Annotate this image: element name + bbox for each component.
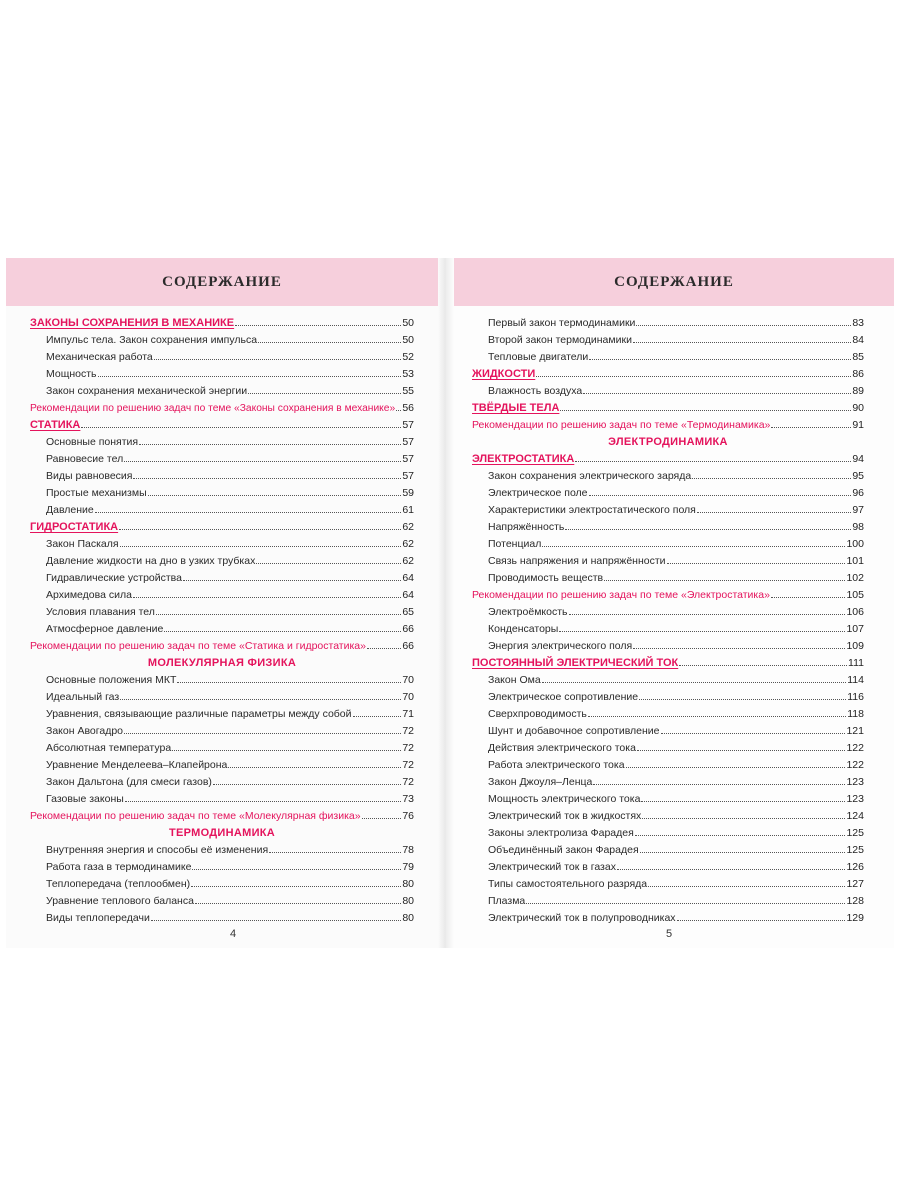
toc-entry-title: Законы электролиза Фарадея [488, 827, 634, 839]
toc-entry [472, 754, 864, 771]
toc-page-number: 122 [846, 742, 864, 754]
toc-entry-title: Мощность [46, 368, 97, 380]
toc-page-number: 89 [852, 385, 864, 397]
toc-page-number: 97 [852, 504, 864, 516]
toc-page-number: 57 [402, 436, 414, 448]
toc-entry [472, 788, 864, 805]
toc-page-number: 122 [846, 759, 864, 771]
toc-entry [30, 499, 414, 516]
dot-leader [124, 733, 401, 734]
dot-leader [154, 359, 402, 360]
toc-entry-title: Рекомендации по решению задач по теме «Молекулярная физика» [30, 810, 361, 822]
toc-entry-title: Давление жидкости на дно в узких трубках [46, 555, 256, 567]
toc-page-number: 86 [852, 368, 864, 380]
dot-leader [640, 852, 846, 853]
toc-entry-title: Абсолютная температура [46, 742, 172, 754]
toc-page-number: 57 [402, 470, 414, 482]
toc-entry-title: Закон Дальтона (для смеси газов) [46, 776, 212, 788]
dot-leader [183, 580, 401, 581]
dot-leader [565, 529, 851, 530]
toc-entry-title: Электрическое сопротивление [488, 691, 639, 703]
right-page [454, 258, 894, 948]
toc-entry [472, 346, 864, 363]
toc-section-entry [472, 363, 864, 380]
dot-leader [213, 784, 401, 785]
toc-entry [472, 499, 864, 516]
toc-page-number: 66 [402, 623, 414, 635]
dot-leader [642, 818, 845, 819]
toc-entry-title: Действия электрического тока [488, 742, 636, 754]
dot-leader [133, 478, 401, 479]
toc-entry [472, 890, 864, 907]
toc-page-number: 59 [402, 487, 414, 499]
toc-entry-title: Основные положения МКТ [46, 674, 177, 686]
toc-page-number: 61 [402, 504, 414, 516]
dot-leader [648, 886, 845, 887]
dot-leader [667, 563, 846, 564]
toc-entry-title: Гидравлические устройства [46, 572, 182, 584]
toc-entry-title: Тепловые двигатели [488, 351, 589, 363]
toc-entry-title: Уравнения, связывающие различные параметры между собой [46, 708, 352, 720]
toc-page-number: 73 [402, 793, 414, 805]
toc-entry-title: Работа газа в термодинамике [46, 861, 192, 873]
left-page-header [6, 258, 438, 306]
dot-leader [542, 682, 847, 683]
toc-page-number: 62 [402, 555, 414, 567]
dot-leader [192, 869, 401, 870]
toc-entry [30, 363, 414, 380]
toc-entry [472, 567, 864, 584]
toc-entry [30, 873, 414, 890]
toc-entry [30, 890, 414, 907]
toc-page-number: 101 [846, 555, 864, 567]
toc-recommendation-entry [472, 414, 864, 431]
toc-section-entry [30, 312, 414, 329]
dot-leader [148, 495, 402, 496]
dot-leader [771, 597, 846, 598]
toc-entry-title: Характеристики электростатического поля [488, 504, 696, 516]
toc-page-number: 111 [848, 657, 864, 669]
toc-entry-title: Уравнение Менделеева–Клапейрона [46, 759, 228, 771]
toc-entry [30, 737, 414, 754]
toc-page-number: 64 [402, 572, 414, 584]
toc-entry [30, 550, 414, 567]
toc-page-number: 70 [402, 674, 414, 686]
toc-entry [30, 601, 414, 618]
dot-leader [125, 801, 402, 802]
dot-leader [151, 920, 402, 921]
left-table-of-contents [6, 306, 438, 924]
toc-entry [30, 771, 414, 788]
toc-page-number: 55 [402, 385, 414, 397]
dot-leader [641, 801, 845, 802]
dot-leader [133, 597, 401, 598]
toc-entry-title: Идеальный газ [46, 691, 120, 703]
toc-entry-title: Закон сохранения механической энергии [46, 385, 248, 397]
toc-entry-title: Работа электрического тока [488, 759, 625, 771]
toc-page-number: 70 [402, 691, 414, 703]
dot-leader [95, 512, 402, 513]
toc-page-number: 90 [852, 402, 864, 414]
toc-section-entry [30, 414, 414, 431]
right-page-title: СОДЕРЖАНИЕ [614, 273, 734, 290]
dot-leader [636, 325, 851, 326]
toc-page-number: 95 [852, 470, 864, 482]
toc-page-number: 50 [402, 317, 414, 329]
left-page-title: СОДЕРЖАНИЕ [162, 273, 282, 290]
chapter-heading: ЭЛЕКТРОДИНАМИКА [608, 436, 728, 448]
dot-leader [139, 444, 401, 445]
toc-entry [30, 346, 414, 363]
toc-entry [472, 312, 864, 329]
toc-page-number: 127 [846, 878, 864, 890]
dot-leader [677, 920, 846, 921]
toc-page-number: 78 [402, 844, 414, 856]
dot-leader [235, 325, 401, 326]
dot-leader [248, 393, 401, 394]
toc-entry [472, 669, 864, 686]
dot-leader [120, 699, 401, 700]
toc-entry-title: Потенциал [488, 538, 542, 550]
toc-entry [472, 465, 864, 482]
dot-leader [367, 648, 401, 649]
toc-section-entry [472, 397, 864, 414]
toc-entry [30, 584, 414, 601]
toc-entry [472, 822, 864, 839]
toc-recommendation-entry [30, 397, 414, 414]
toc-entry [472, 686, 864, 703]
toc-page-number: 62 [402, 538, 414, 550]
toc-entry-title: Виды теплопередачи [46, 912, 150, 924]
toc-entry [472, 618, 864, 635]
dot-leader [120, 546, 402, 547]
toc-entry-title: Энергия электрического поля [488, 640, 633, 652]
toc-page-number: 72 [402, 742, 414, 754]
toc-entry-title: Простые механизмы [46, 487, 147, 499]
toc-entry-title: Рекомендации по решению задач по теме «Статика и гидростатика» [30, 640, 366, 652]
toc-page-number: 118 [847, 708, 864, 720]
toc-entry-title: Закон Авогадро [46, 725, 123, 737]
toc-entry-title: Электрическое поле [488, 487, 588, 499]
dot-leader [119, 529, 401, 530]
toc-entry [30, 618, 414, 635]
toc-entry-title: Архимедова сила [46, 589, 132, 601]
dot-leader [258, 342, 401, 343]
toc-page-number: 80 [402, 912, 414, 924]
toc-page-number: 72 [402, 759, 414, 771]
toc-page-number: 121 [846, 725, 864, 737]
toc-page-number: 94 [852, 453, 864, 465]
toc-entry-title: Газовые законы [46, 793, 124, 805]
dot-leader [575, 461, 851, 462]
toc-entry-title: Электроёмкость [488, 606, 568, 618]
toc-entry [472, 771, 864, 788]
toc-entry-title: Равновесие тел [46, 453, 124, 465]
toc-page-number: 84 [852, 334, 864, 346]
toc-entry [472, 856, 864, 873]
toc-page-number: 80 [402, 878, 414, 890]
dot-leader [639, 699, 846, 700]
toc-entry-title: ЖИДКОСТИ [472, 368, 536, 380]
toc-entry [30, 431, 414, 448]
toc-entry-title: ПОСТОЯННЫЙ ЭЛЕКТРИЧЕСКИЙ ТОК [472, 657, 679, 669]
toc-section-entry [472, 448, 864, 465]
toc-entry [472, 737, 864, 754]
toc-entry [472, 601, 864, 618]
toc-entry-title: Виды равновесия [46, 470, 133, 482]
toc-entry-title: Закон Ома [488, 674, 541, 686]
dot-leader [635, 835, 846, 836]
toc-page-number: 123 [846, 776, 864, 788]
toc-page-number: 128 [846, 895, 864, 907]
toc-page-number: 102 [846, 572, 864, 584]
dot-leader [589, 359, 851, 360]
toc-entry-title: Импульс тела. Закон сохранения импульса [46, 334, 258, 346]
book-spread [0, 258, 900, 948]
toc-page-number: 114 [847, 674, 864, 686]
toc-entry-title: Основные понятия [46, 436, 139, 448]
toc-page-number: 83 [852, 317, 864, 329]
toc-entry-title: Закон Паскаля [46, 538, 119, 550]
right-page-header [454, 258, 894, 306]
toc-page-number: 85 [852, 351, 864, 363]
toc-page-number: 100 [846, 538, 864, 550]
toc-entry-title: Второй закон термодинамики [488, 334, 632, 346]
dot-leader [536, 376, 851, 377]
toc-entry-title: Атмосферное давление [46, 623, 164, 635]
toc-entry [30, 465, 414, 482]
dot-leader [588, 716, 846, 717]
toc-entry [30, 533, 414, 550]
toc-page-number: 66 [402, 640, 414, 652]
toc-recommendation-entry [30, 805, 414, 822]
toc-page-number: 107 [846, 623, 864, 635]
toc-entry-title: Первый закон термодинамики [488, 317, 636, 329]
toc-entry [30, 482, 414, 499]
toc-entry-title: Закон сохранения электрического заряда [488, 470, 692, 482]
left-page [6, 258, 438, 948]
dot-leader [661, 733, 846, 734]
toc-entry [30, 788, 414, 805]
dot-leader [81, 427, 401, 428]
toc-entry-title: Сверхпроводимость [488, 708, 587, 720]
dot-leader [542, 546, 845, 547]
toc-page-number: 80 [402, 895, 414, 907]
toc-entry [472, 720, 864, 737]
toc-entry-title: Конденсаторы [488, 623, 559, 635]
dot-leader [633, 342, 851, 343]
toc-entry [30, 754, 414, 771]
dot-leader [679, 665, 847, 666]
dot-leader [604, 580, 845, 581]
toc-entry-title: Напряжённость [488, 521, 565, 533]
dot-leader [637, 750, 846, 751]
toc-page-number: 76 [402, 810, 414, 822]
toc-page-number: 98 [852, 521, 864, 533]
toc-entry-title: Объединённый закон Фарадея [488, 844, 639, 856]
dot-leader [626, 767, 846, 768]
toc-entry-title: Рекомендации по решению задач по теме «Законы сохранения в механике» [30, 403, 396, 414]
toc-entry [472, 873, 864, 890]
toc-section-entry [472, 652, 864, 669]
dot-leader [560, 410, 851, 411]
toc-entry [472, 703, 864, 720]
dot-leader [228, 767, 401, 768]
toc-page-number: 125 [846, 827, 864, 839]
dot-leader [195, 903, 401, 904]
toc-entry-title: Условия плавания тел [46, 606, 155, 618]
dot-leader [583, 393, 851, 394]
toc-entry-title: Теплопередача (теплообмен) [46, 878, 191, 890]
toc-entry [30, 669, 414, 686]
toc-page-number: 116 [847, 691, 864, 703]
toc-page-number: 62 [402, 521, 414, 533]
toc-entry [30, 907, 414, 924]
toc-entry [472, 516, 864, 533]
toc-recommendation-entry [30, 635, 414, 652]
toc-entry-title: Механическая работа [46, 351, 153, 363]
toc-page-number: 72 [402, 725, 414, 737]
dot-leader [771, 427, 851, 428]
toc-entry [30, 720, 414, 737]
toc-entry [30, 686, 414, 703]
dot-leader [156, 614, 401, 615]
dot-leader [692, 478, 851, 479]
toc-page-number: 64 [402, 589, 414, 601]
book-gutter [438, 258, 454, 948]
toc-page-number: 126 [846, 861, 864, 873]
toc-entry-title: Электрический ток в полупроводниках [488, 912, 676, 924]
toc-page-number: 79 [402, 861, 414, 873]
toc-entry-title: Типы самостоятельного разряда [488, 878, 648, 890]
toc-entry-title: Рекомендации по решению задач по теме «Электростатика» [472, 589, 770, 601]
toc-entry [30, 703, 414, 720]
toc-page-number: 56 [402, 402, 414, 414]
toc-entry [30, 839, 414, 856]
toc-page-number: 123 [846, 793, 864, 805]
right-page-number: 5 [666, 928, 673, 940]
toc-page-number: 57 [402, 453, 414, 465]
toc-entry-title: Связь напряжения и напряжённости [488, 555, 666, 567]
toc-page-number: 106 [846, 606, 864, 618]
toc-page-number: 50 [402, 334, 414, 346]
toc-recommendation-entry [472, 584, 864, 601]
dot-leader [633, 648, 845, 649]
toc-page-number: 129 [846, 912, 864, 924]
toc-entry [472, 533, 864, 550]
toc-entry [472, 482, 864, 499]
toc-entry-title: Шунт и добавочное сопротивление [488, 725, 660, 737]
toc-entry-title: Плазма [488, 895, 526, 907]
toc-entry [472, 550, 864, 567]
toc-entry-title: Внутренняя энергия и способы её изменения [46, 844, 269, 856]
dot-leader [177, 682, 401, 683]
toc-entry-title: Влажность воздуха [488, 385, 583, 397]
toc-entry-title: Электрический ток в жидкостях [488, 810, 642, 822]
toc-entry [30, 380, 414, 397]
toc-entry [472, 907, 864, 924]
right-table-of-contents [454, 306, 894, 924]
dot-leader [172, 750, 401, 751]
toc-entry-title: СТАТИКА [30, 419, 81, 431]
dot-leader [124, 461, 401, 462]
toc-entry [472, 839, 864, 856]
dot-leader [362, 818, 402, 819]
dot-leader [396, 410, 401, 411]
toc-entry [472, 329, 864, 346]
toc-page-number: 109 [846, 640, 864, 652]
dot-leader [559, 631, 845, 632]
dot-leader [353, 716, 402, 717]
toc-entry [472, 635, 864, 652]
toc-page-number: 124 [846, 810, 864, 822]
toc-page-number: 52 [402, 351, 414, 363]
toc-page-number: 53 [402, 368, 414, 380]
toc-entry-title: ТВЁРДЫЕ ТЕЛА [472, 402, 560, 414]
toc-entry-title: Уравнение теплового баланса [46, 895, 194, 907]
dot-leader [269, 852, 401, 853]
toc-entry [30, 567, 414, 584]
toc-page-number: 91 [852, 419, 864, 431]
toc-page-number: 65 [402, 606, 414, 618]
dot-leader [256, 563, 401, 564]
toc-section-entry [30, 516, 414, 533]
toc-entry-title: Проводимость веществ [488, 572, 604, 584]
toc-entry-title: Давление [46, 504, 94, 516]
toc-page-number: 71 [402, 708, 414, 720]
toc-entry-title: Электрический ток в газах [488, 861, 616, 873]
dot-leader [697, 512, 851, 513]
dot-leader [569, 614, 846, 615]
toc-entry [30, 448, 414, 465]
toc-entry-title: ЗАКОНЫ СОХРАНЕНИЯ В МЕХАНИКЕ [30, 317, 235, 329]
dot-leader [589, 495, 852, 496]
toc-entry-title: Мощность электрического тока [488, 793, 641, 805]
dot-leader [164, 631, 401, 632]
toc-entry [472, 805, 864, 822]
chapter-heading: МОЛЕКУЛЯРНАЯ ФИЗИКА [147, 657, 297, 669]
dot-leader [191, 886, 401, 887]
dot-leader [593, 784, 845, 785]
dot-leader [617, 869, 846, 870]
toc-entry [30, 856, 414, 873]
dot-leader [526, 903, 845, 904]
toc-page-number: 105 [846, 589, 864, 601]
left-page-number: 4 [230, 928, 237, 940]
toc-page-number: 125 [846, 844, 864, 856]
toc-entry-title: ГИДРОСТАТИКА [30, 521, 119, 533]
toc-page-number: 72 [402, 776, 414, 788]
toc-entry-title: Рекомендации по решению задач по теме «Термодинамика» [472, 419, 771, 431]
toc-page-number: 57 [402, 419, 414, 431]
toc-entry-title: Закон Джоуля–Ленца [488, 776, 593, 788]
toc-entry [472, 380, 864, 397]
dot-leader [98, 376, 402, 377]
toc-entry-title: ЭЛЕКТРОСТАТИКА [472, 453, 575, 465]
toc-entry [30, 329, 414, 346]
toc-page-number: 96 [852, 487, 864, 499]
chapter-heading: ТЕРМОДИНАМИКА [168, 827, 276, 839]
